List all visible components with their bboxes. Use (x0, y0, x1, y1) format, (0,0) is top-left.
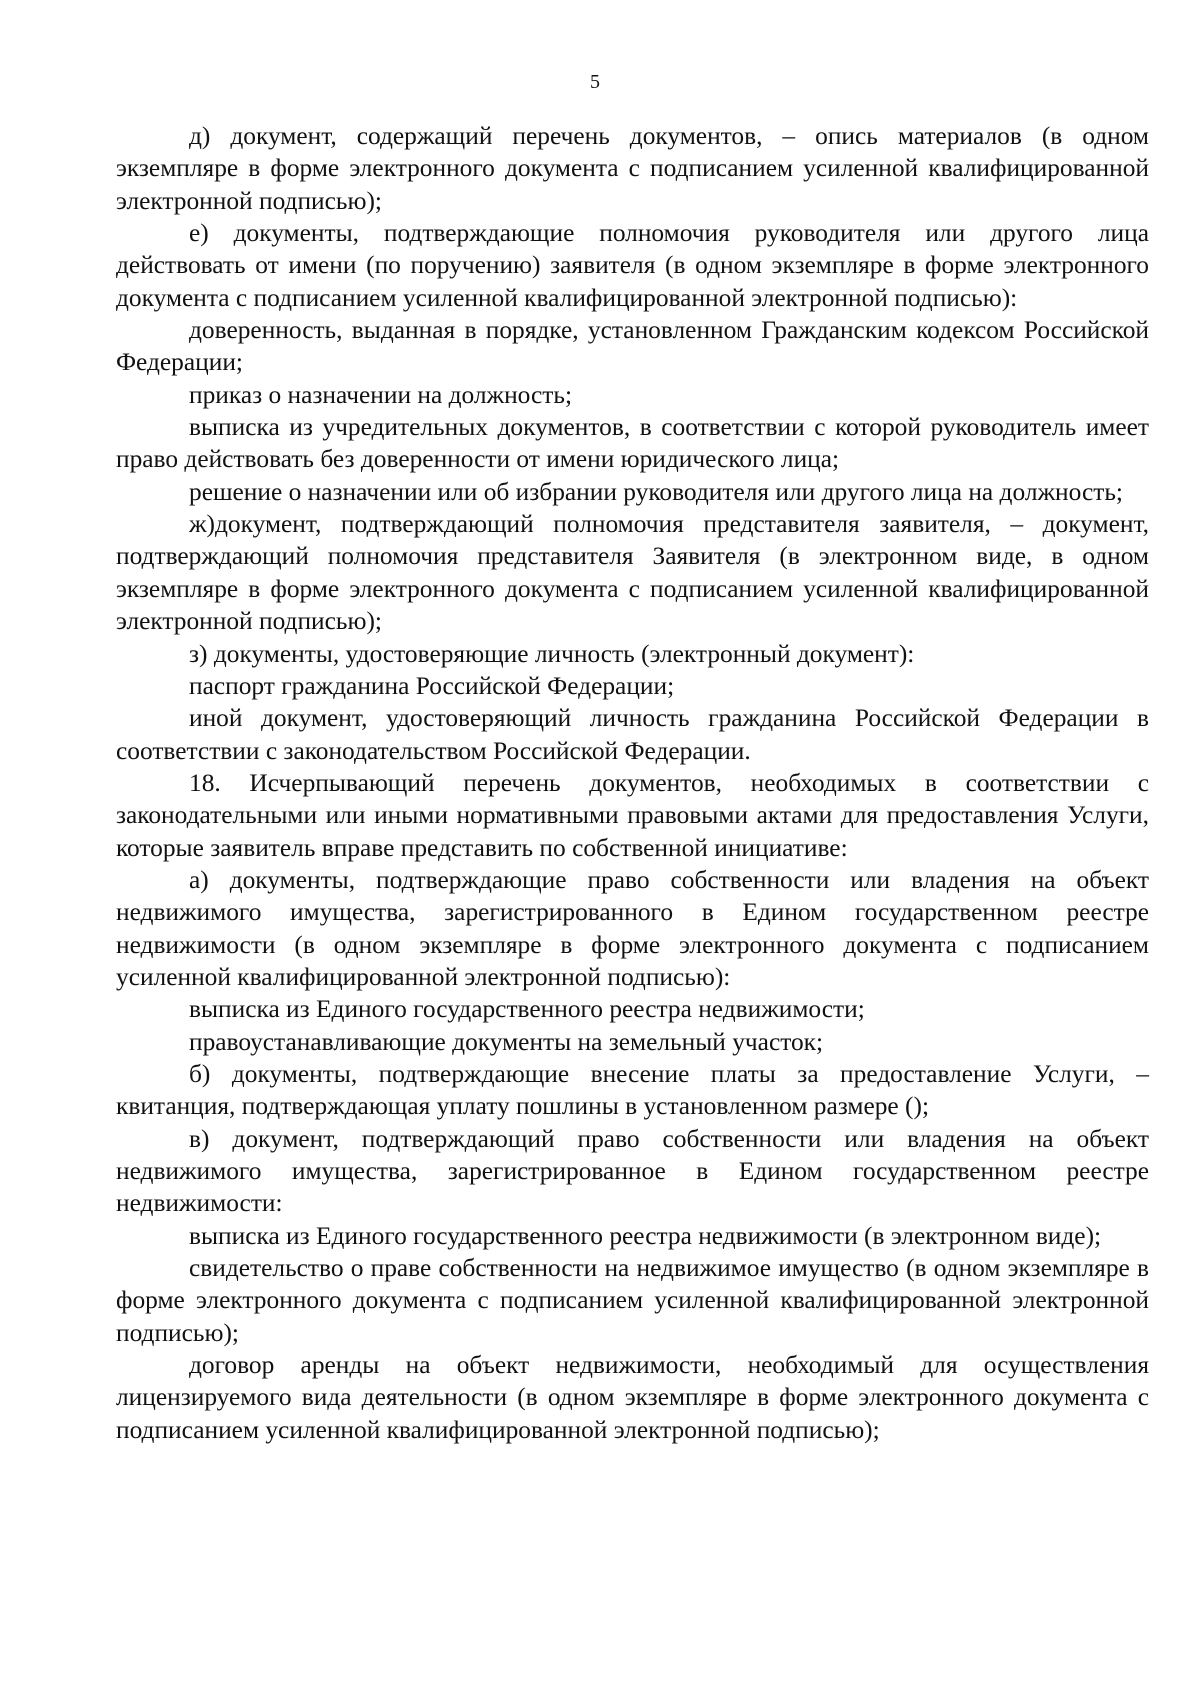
lease-agreement: договор аренды на объект недвижимости, необходимый для осуществления лицензируемого вида деятельности (в одном экземпляре в форме электронного документа с подписанием усиленной квалифицированной электронной подписью); (116, 1351, 1149, 1444)
item-v-ownership-document: в) документ, подтверждающий право собственности или владения на объект недвижимого имущества, зарегистрированное в Едином государственном реестре недвижимости: (116, 1124, 1149, 1218)
item-a-ownership-documents: а) документы, подтверждающие право собственности или владения на объект недвижимого имущества, зарегистрированного в Едином государственном реестре недвижимости (в одном экземпляре в форме электронного документа с подписанием усиленной квалифицированной электронной подписью): (116, 865, 1149, 991)
registry-extract: выписка из Единого государственного реестра недвижимости; (189, 995, 865, 1024)
other-identity-document: иной документ, удостоверяющий личность гражданина Российской Федерации в соответствии с законодательством Российской Федерации. (116, 704, 1149, 765)
section-18-heading: 18. Исчерпывающий перечень документов, необходимых в соответствии с законодательными или иными нормативными правовыми актами для предоставления Услуги, которые заявитель вправе представить по собственной инициативе: (116, 768, 1149, 862)
registry-extract-electronic: выписка из Единого государственного реестра недвижимости (в электронном виде); (189, 1221, 1102, 1250)
land-title-documents: правоустанавливающие документы на земельный участок; (189, 1027, 824, 1056)
appointment-decision: решение о назначении или об избрании руководителя или другого лица на должность; (189, 477, 1123, 506)
item-e-authority-documents: е) документы, подтверждающие полномочия руководителя или другого лица действовать от имени (по поручению) заявителя (в одном экземпляре в форме электронного документа с подписанием усиленной квалифицированной электронной подписью): (116, 219, 1149, 312)
appointment-order: приказ о назначении на должность; (189, 380, 573, 409)
page-number: 5 (590, 71, 600, 93)
item-zh-representative-document: ж)документ, подтверждающий полномочия представителя заявителя, – документ, подтверждающий полномочия представителя Заявителя (в электронном виде, в одном экземпляре в форме электронного документа с подписанием усиленной квалифицированной электронной подписью); (116, 510, 1149, 636)
charter-extract: выписка из учредительных документов, в соответствии с которой руководитель имеет право действовать без доверенности от имени юридического лица; (116, 413, 1149, 474)
item-z-identity-documents: з) документы, удостоверяющие личность (электронный документ): (189, 639, 915, 668)
power-of-attorney: доверенность, выданная в порядке, установленном Гражданским кодексом Российской Федерации; (116, 316, 1149, 377)
passport: паспорт гражданина Российской Федерации; (189, 671, 675, 700)
item-d-inventory: д) документ, содержащий перечень документов, – опись материалов (в одном экземпляре в форме электронного документа с подписанием усиленной квалифицированной электронной подписью); (116, 122, 1149, 215)
document-body (116, 120, 1149, 1446)
ownership-certificate: свидетельство о праве собственности на недвижимое имущество (в одном экземпляре в форме электронного документа с подписанием усиленной квалифицированной электронной подписью); (116, 1254, 1149, 1347)
item-b-payment-documents: б) документы, подтверждающие внесение платы за предоставление Услуги, – квитанция, подтверждающая уплату пошлины в установленном размере (); (116, 1059, 1149, 1121)
